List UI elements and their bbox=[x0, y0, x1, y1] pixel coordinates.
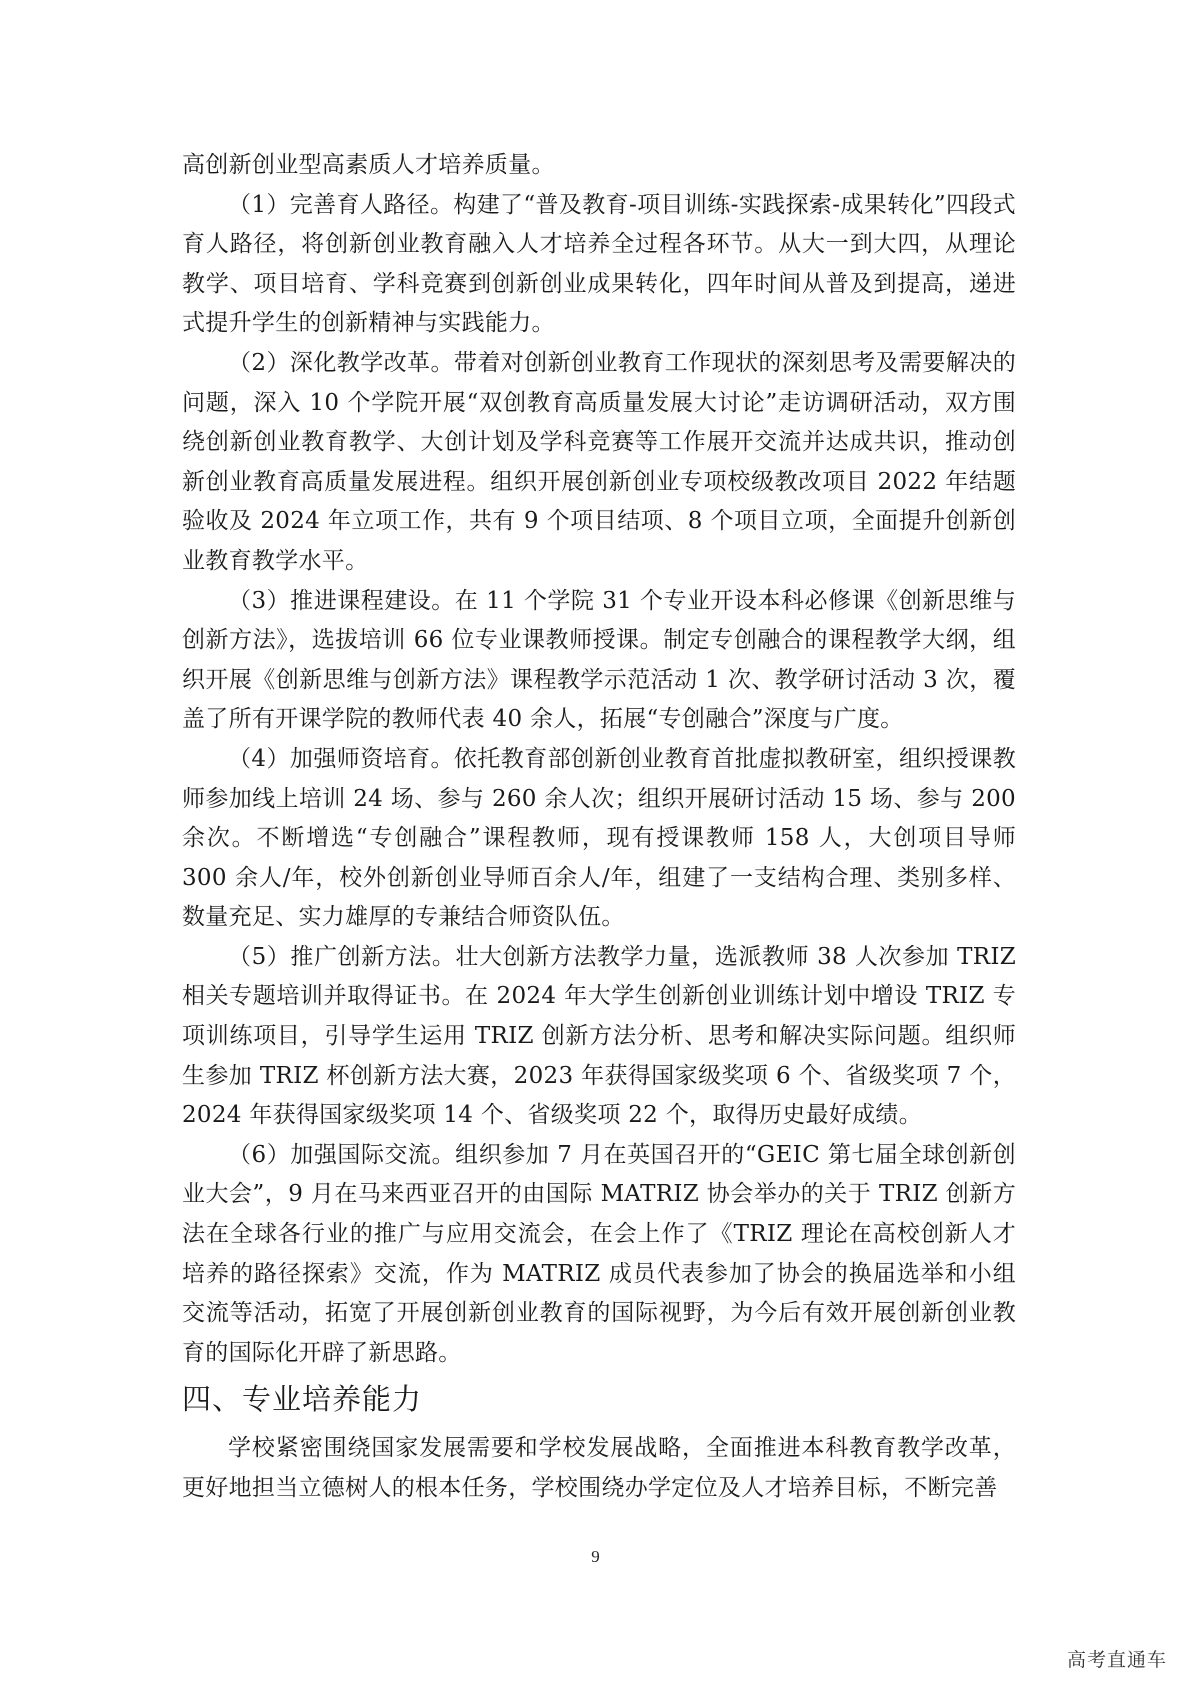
paragraph-education-path: （1）完善育人路径。构建了“普及教育-项目训练-实践探索-成果转化”四段式育人路径，将创新创业教育融入人才培养全过程各环节。从大一到大四，从理论教学、项目培育、学科竞赛到创新创业成果转化，四年时间从普及到提高，递进式提升学生的创新精神与实践能力。 bbox=[182, 191, 1016, 337]
paragraph-teaching-reform: （2）深化教学改革。带着对创新创业教育工作现状的深刻思考及需要解决的问题，深入 10 个学院开展“双创教育高质量发展大讨论”走访调研活动，双方围绕创新创业教育教学、大创计划及学科竞赛等工作展开交流并达成共识，推动创新创业教育高质量发展进程。组织开展创新创业专项校级教改项目 2022 年结题验收及 2024 年立项工作，共有 9 个项目结项、8 个项目立项，全面提升创新创业教育教学水平。 bbox=[182, 349, 1016, 574]
paragraph-international-exchange: （6）加强国际交流。组织参加 7 月在英国召开的“GEIC 第七届全球创新创业大会”，9 月在马来西亚召开的由国际 MATRIZ 协会举办的关于 TRIZ 创新方法在全球各行业的推广与应用交流会，在会上作了《TRIZ 理论在高校创新人才培养的路径探索》交流，作为 MATRIZ 成员代表参加了协会的换届选举和小组交流等活动，拓宽了开展创新创业教育的国际视野，为今后有效开展创新创业教育的国际化开辟了新思路。 bbox=[182, 1141, 1016, 1366]
watermark-text: 高考直通车 bbox=[1066, 1649, 1167, 1671]
document-body bbox=[182, 146, 1016, 1509]
page-number: 9 bbox=[591, 1547, 600, 1566]
paragraph-section-intro: 学校紧密围绕国家发展需要和学校发展战略，全面推进本科教育教学改革，更好地担当立德树人的根本任务，学校围绕办学定位及人才培养目标，不断完善 bbox=[182, 1435, 1016, 1501]
paragraph-teacher-training: （4）加强师资培育。依托教育部创新创业教育首批虚拟教研室，组织授课教师参加线上培训 24 场、参与 260 余人次；组织开展研讨活动 15 场、参与 200 余次。不断增选“专创融合”课程教师，现有授课教师 158 人，大创项目导师 300 余人/年，校外创新创业导师百余人/年，组建了一支结构合理、类别多样、数量充足、实力雄厚的专兼结合师资队伍。 bbox=[182, 745, 1016, 931]
paragraph-innovation-methods: （5）推广创新方法。壮大创新方法教学力量，选派教师 38 人次参加 TRIZ 相关专题培训并取得证书。在 2024 年大学生创新创业训练计划中增设 TRIZ 专项训练项目，引导学生运用 TRIZ 创新方法分析、思考和解决实际问题。组织师生参加 TRIZ 杯创新方法大赛，2023 年获得国家级奖项 6 个、省级奖项 7 个，2024 年获得国家级奖项 14 个、省级奖项 22 个，取得历史最好成绩。 bbox=[182, 943, 1016, 1129]
paragraph-continuation: 高创新创业型高素质人才培养质量。 bbox=[182, 152, 555, 178]
paragraph-course-building: （3）推进课程建设。在 11 个学院 31 个专业开设本科必修课《创新思维与创新方法》，选拔培训 66 位专业课教师授课。制定专创融合的课程教学大纲，组织开展《创新思维与创新方法》课程教学示范活动 1 次、教学研讨活动 3 次，覆盖了所有开课学院的教师代表 40 余人，拓展“专创融合”深度与广度。 bbox=[182, 587, 1016, 733]
section-heading: 四、专业培养能力 bbox=[182, 1382, 423, 1417]
